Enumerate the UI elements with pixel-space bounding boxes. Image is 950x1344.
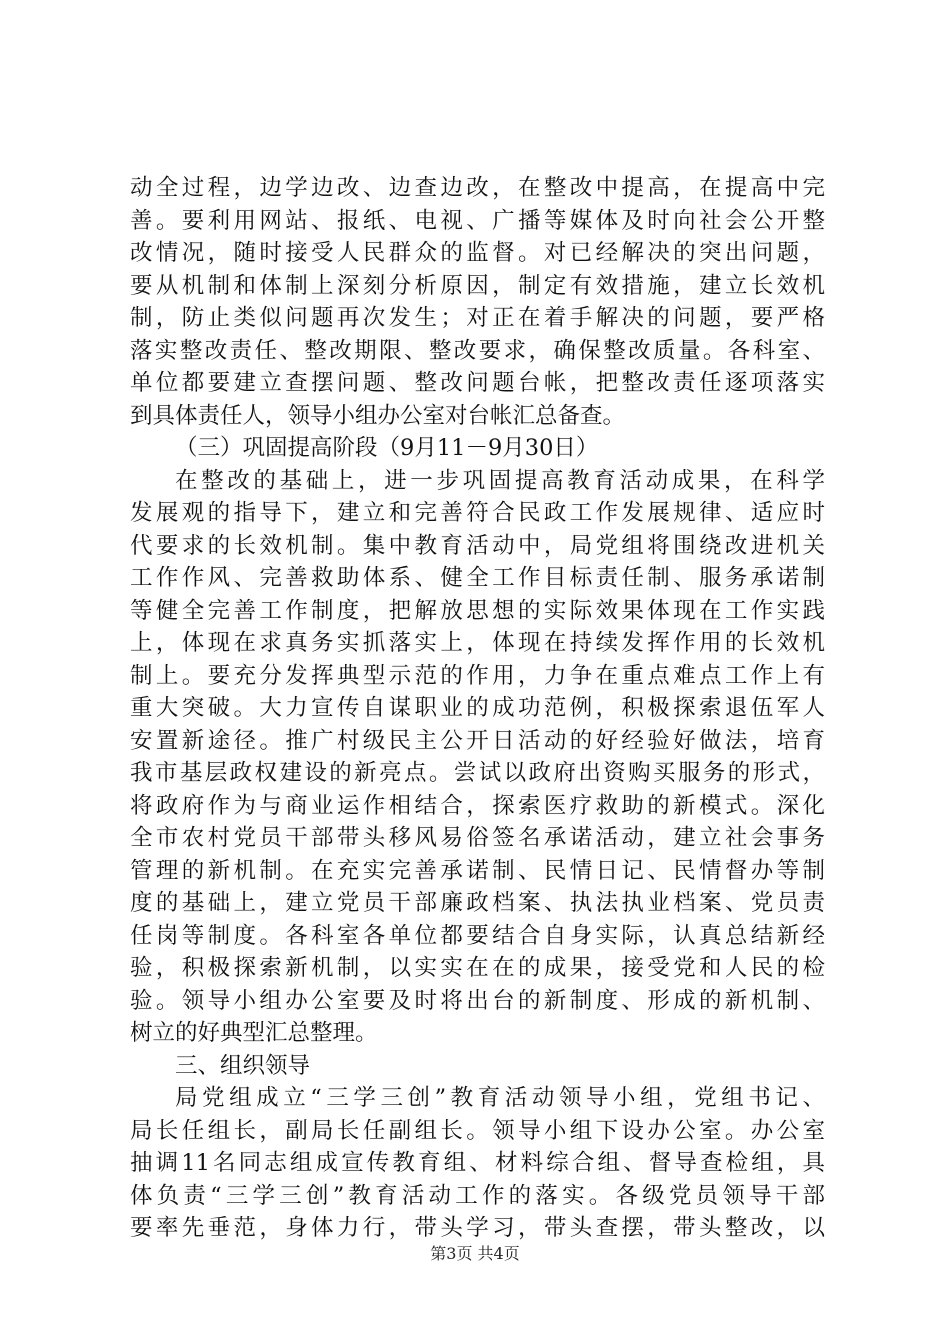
text-line: 工作作风、完善救助体系、健全工作目标责任制、服务承诺制 [130,565,825,591]
text-line: 落实整改责任、整改期限、整改要求，确保整改质量。各科室、 [130,337,825,364]
text-line: 上，体现在求真务实抓落实上，体现在持续发挥作用的长效机 [130,630,825,656]
text-line: 度的基础上，建立党员干部廉政档案、执法执业档案、党员责 [130,890,825,916]
text-line: 体负责“三学三创”教育活动工作的落实。各级党员领导干部 [130,1182,825,1209]
text-line: 在整改的基础上，进一步巩固提高教育活动成果，在科学 [175,467,825,494]
text-line: 要率先垂范，身体力行，带头学习，带头查摆，带头整改，以 [130,1215,825,1241]
text-line: 要从机制和体制上深刻分析原因，制定有效措施，建立长效机 [130,272,825,299]
text-line: 发展观的指导下，建立和完善符合民政工作发展规律、适应时 [130,500,825,526]
text-line: 安置新途径。推广村级民主公开日活动的好经验好做法，培育 [130,727,825,754]
text-line: 到具体责任人，领导小组办公室对台帐汇总备查。 [130,402,626,429]
text-line: 局长任组长，副局长任副组长。领导小组下设办公室。办公室 [130,1117,825,1144]
text-line: 制上。要充分发挥典型示范的作用，力争在重点难点工作上有 [130,662,825,689]
text-line: 树立的好典型汇总整理。 [130,1020,378,1046]
page-footer: 第3页 共4页 [430,1244,520,1263]
text-line: 管理的新机制。在充实完善承诺制、民情日记、民情督办等制 [130,857,825,884]
text-line: （三）巩固提高阶段（9月11－9月30日） [175,435,599,461]
text-line: 局党组成立“三学三创”教育活动领导小组，党组书记、 [175,1085,825,1111]
text-line: 我市基层政权建设的新亮点。尝试以政府出资购买服务的形式， [130,760,825,786]
text-line: 动全过程，边学边改、边查边改，在整改中提高，在提高中完 [130,175,825,201]
text-line: 抽调11名同志组成宣传教育组、材料综合组、督导查检组，具 [130,1150,825,1176]
text-line: 验，积极探索新机制，以实实在在的成果，接受党和人民的检 [130,955,825,981]
text-line: 验。领导小组办公室要及时将出台的新制度、形成的新机制、 [130,987,825,1014]
text-line: 三、组织领导 [175,1052,311,1079]
text-line: 改情况，随时接受人民群众的监督。对已经解决的突出问题， [130,240,825,266]
text-line: 制，防止类似问题再次发生；对正在着手解决的问题，要严格 [130,305,825,331]
text-line: 等健全完善工作制度，把解放思想的实际效果体现在工作实践 [130,597,825,624]
document-body [130,172,825,1245]
text-line: 将政府作为与商业运作相结合，探索医疗救助的新模式。深化 [130,792,825,819]
text-line: 单位都要建立查摆问题、整改问题台帐，把整改责任逐项落实 [130,370,825,396]
text-line: 任岗等制度。各科室各单位都要结合自身实际，认真总结新经 [130,922,825,949]
text-line: 代要求的长效机制。集中教育活动中，局党组将围绕改进机关 [130,532,825,559]
text-line: 善。要利用网站、报纸、电视、广播等媒体及时向社会公开整 [130,207,825,234]
text-line: 全市农村党员干部带头移风易俗签名承诺活动，建立社会事务 [130,825,825,851]
text-line: 重大突破。大力宣传自谋职业的成功范例，积极探索退伍军人 [130,695,825,721]
